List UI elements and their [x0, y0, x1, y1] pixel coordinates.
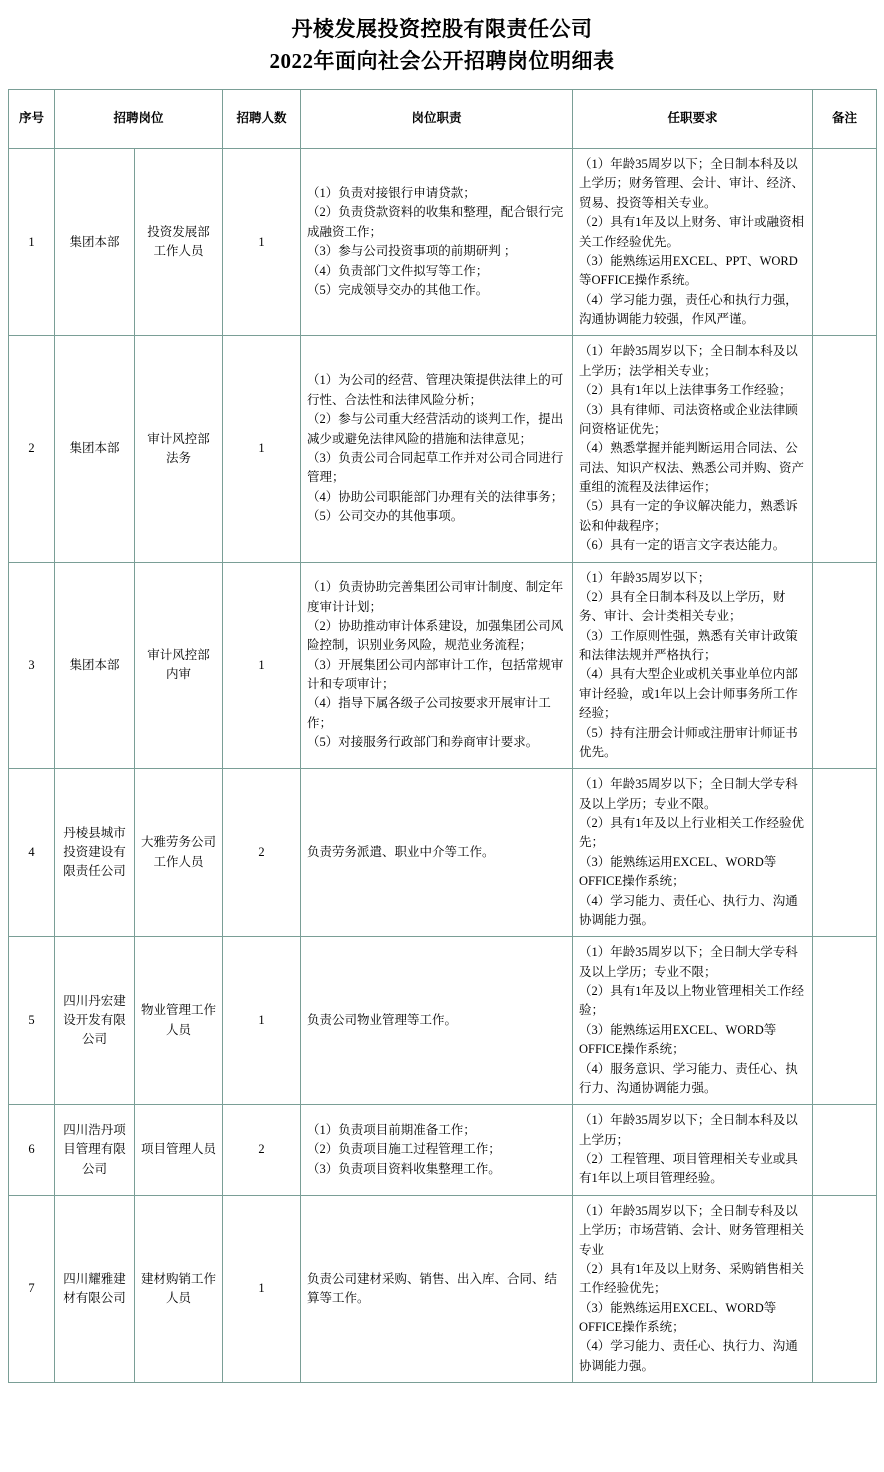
title-line-1: 丹棱发展投资控股有限责任公司 — [291, 17, 593, 41]
cell-unit: 四川耀雅建材有限公司 — [55, 1195, 135, 1382]
cell-requirement: （1）年龄35周岁以下；全日制本科及以上学历； （2）工程管理、项目管理相关专业或具有1年以上项目管理经验。 — [573, 1105, 813, 1196]
cell-post: 建材购销工作人员 — [135, 1195, 223, 1382]
cell-requirement: （1）年龄35周岁以下；全日制本科及以上学历；法学相关专业； （2）具有1年以上法律事务工作经验； （3）具有律师、司法资格或企业法律顾问资格证优先； （4）熟悉掌握并能判断运用合同法、公司法、知识产权法、熟悉公司并购、资产重组的流程及法律运作； （5）具有一定的争议解决能力，熟悉诉讼和仲裁程序； （6）具有一定的语言文字表达能力。 — [573, 336, 813, 562]
document-title — [0, 0, 884, 89]
cell-post: 物业管理工作人员 — [135, 937, 223, 1105]
cell-requirement: （1）年龄35周岁以下；全日制大学专科及以上学历；专业不限。 （2）具有1年及以上行业相关工作经验优先； （3）能熟练运用EXCEL、WORD等OFFICE操作系统； （4）学习能力、责任心、执行力、沟通协调能力强。 — [573, 769, 813, 937]
cell-no: 7 — [9, 1195, 55, 1382]
cell-post: 审计风控部 内审 — [135, 562, 223, 769]
cell-count: 1 — [223, 1195, 301, 1382]
header-duty: 岗位职责 — [301, 90, 573, 149]
cell-unit: 四川丹宏建设开发有限公司 — [55, 937, 135, 1105]
table-row — [9, 1105, 877, 1196]
cell-unit: 集团本部 — [55, 336, 135, 562]
table-row — [9, 769, 877, 937]
header-count: 招聘人数 — [223, 90, 301, 149]
cell-no: 2 — [9, 336, 55, 562]
cell-requirement: （1）年龄35周岁以下；全日制本科及以上学历；财务管理、会计、审计、经济、贸易、投资等相关专业。 （2）具有1年及以上财务、审计或融资相关工作经验优先。 （3）能熟练运用EXCEL、PPT、WORD等OFFICE操作系统。 （4）学习能力强，责任心和执行力强，沟通协调能力较强，作风严谨。 — [573, 149, 813, 336]
cell-remark — [813, 562, 877, 769]
cell-unit: 集团本部 — [55, 149, 135, 336]
recruitment-table — [8, 89, 877, 1383]
cell-count: 2 — [223, 769, 301, 937]
cell-post: 审计风控部 法务 — [135, 336, 223, 562]
cell-count: 1 — [223, 149, 301, 336]
cell-duty: （1）负责对接银行申请贷款； （2）负责贷款资料的收集和整理，配合银行完成融资工作； （3）参与公司投资事项的前期研判 ； （4）负责部门文件拟写等工作； （5）完成领导交办的其他工作。 — [301, 149, 573, 336]
cell-duty: （1）负责协助完善集团公司审计制度、制定年度审计计划； （2）协助推动审计体系建设，加强集团公司风险控制，识别业务风险，规范业务流程； （3）开展集团公司内部审计工作，包括常规审计和专项审计； （4）指导下属各级子公司按要求开展审计工作； （5）对接服务行政部门和券商审计要求。 — [301, 562, 573, 769]
table-row — [9, 937, 877, 1105]
cell-unit: 集团本部 — [55, 562, 135, 769]
cell-duty: 负责公司建材采购、销售、出入库、合同、结算等工作。 — [301, 1195, 573, 1382]
cell-requirement: （1）年龄35周岁以下；全日制大学专科及以上学历；专业不限； （2）具有1年及以上物业管理相关工作经验； （3）能熟练运用EXCEL、WORD等OFFICE操作系统； （4）服务意识、学习能力、责任心、执行力、沟通协调能力强。 — [573, 937, 813, 1105]
table-body — [9, 149, 877, 1383]
table-row — [9, 149, 877, 336]
cell-remark — [813, 1105, 877, 1196]
cell-remark — [813, 336, 877, 562]
cell-unit: 丹棱县城市投资建设有限责任公司 — [55, 769, 135, 937]
cell-no: 3 — [9, 562, 55, 769]
cell-remark — [813, 1195, 877, 1382]
cell-no: 4 — [9, 769, 55, 937]
table-row — [9, 562, 877, 769]
cell-unit: 四川浩丹项目管理有限公司 — [55, 1105, 135, 1196]
cell-requirement: （1）年龄35周岁以下；全日制专科及以上学历；市场营销、会计、财务管理相关专业 （2）具有1年及以上财务、采购销售相关工作经验优先； （3）能熟练运用EXCEL、WORD等OFFICE操作系统； （4）学习能力、责任心、执行力、沟通协调能力强。 — [573, 1195, 813, 1382]
cell-requirement: （1）年龄35周岁以下； （2）具有全日制本科及以上学历，财务、审计、会计类相关专业； （3）工作原则性强，熟悉有关审计政策和法律法规并严格执行； （4）具有大型企业或机关事业单位内部审计经验，或1年以上会计师事务所工作经验； （5）持有注册会计师或注册审计师证书优先。 — [573, 562, 813, 769]
header-no: 序号 — [9, 90, 55, 149]
cell-no: 1 — [9, 149, 55, 336]
table-header-row — [9, 90, 877, 149]
header-post: 招聘岗位 — [55, 90, 223, 149]
cell-count: 1 — [223, 562, 301, 769]
cell-post: 项目管理人员 — [135, 1105, 223, 1196]
cell-count: 1 — [223, 336, 301, 562]
cell-remark — [813, 149, 877, 336]
cell-remark — [813, 937, 877, 1105]
cell-duty: （1）为公司的经营、管理决策提供法律上的可行性、合法性和法律风险分析； （2）参与公司重大经营活动的谈判工作，提出减少或避免法律风险的措施和法律意见； （3）负责公司合同起草工作并对公司合同进行管理； （4）协助公司职能部门办理有关的法律事务； （5）公司交办的其他事项。 — [301, 336, 573, 562]
cell-no: 6 — [9, 1105, 55, 1196]
cell-count: 2 — [223, 1105, 301, 1196]
cell-duty: （1）负责项目前期准备工作； （2）负责项目施工过程管理工作； （3）负责项目资料收集整理工作。 — [301, 1105, 573, 1196]
cell-duty: 负责公司物业管理等工作。 — [301, 937, 573, 1105]
cell-no: 5 — [9, 937, 55, 1105]
cell-post: 大雅劳务公司工作人员 — [135, 769, 223, 937]
cell-post: 投资发展部 工作人员 — [135, 149, 223, 336]
title-line-2: 2022年面向社会公开招聘岗位明细表 — [269, 48, 615, 73]
cell-count: 1 — [223, 937, 301, 1105]
header-remark: 备注 — [813, 90, 877, 149]
cell-duty: 负责劳务派遣、职业中介等工作。 — [301, 769, 573, 937]
table-row — [9, 336, 877, 562]
header-requirement: 任职要求 — [573, 90, 813, 149]
table-row — [9, 1195, 877, 1382]
cell-remark — [813, 769, 877, 937]
